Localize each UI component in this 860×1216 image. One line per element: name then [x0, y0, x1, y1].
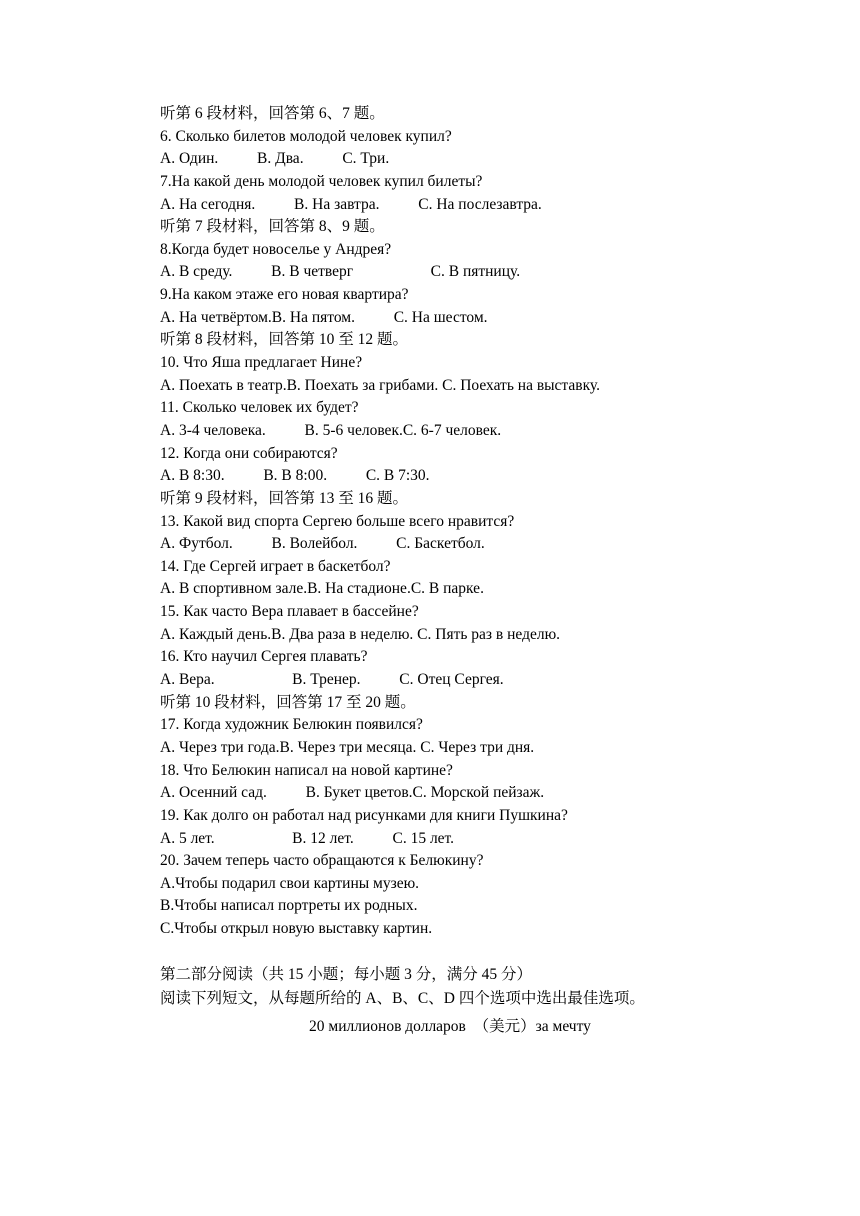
text-line: 17. Когда художник Белюкин появился? [160, 716, 423, 734]
text-line: 6. Сколько билетов молодой человек купил? [160, 127, 452, 145]
document-page [160, 103, 800, 1039]
text-line: A.Чтобы подарил свои картины музею. [160, 874, 420, 892]
text-line: 听第 10 段材料，回答第 17 至 20 题。 [160, 693, 416, 711]
text-line: A. 5 лет. B. 12 лет. C. 15 лет. [160, 829, 455, 847]
text-line: 7.На какой день молодой человек купил билеты? [160, 172, 483, 190]
text-line: A. В 8:30. B. В 8:00. C. В 7:30. [160, 467, 430, 485]
text-line: 19. Как долго он работал над рисунками для книги Пушкина? [160, 806, 568, 824]
text-line: A. Осенний сад. B. Букет цветов.C. Морской пейзаж. [160, 784, 545, 802]
instruction: 阅读下列短文，从每题所给的 A、B、C、D 四个选项中选出最佳选项。 [160, 989, 645, 1007]
text-line: A. Футбол. B. Волейбол. C. Баскетбол. [160, 535, 485, 553]
text-line: 听第 6 段材料，回答第 6、7 题。 [160, 105, 385, 122]
text-line: 12. Когда они собираются? [160, 444, 338, 462]
text-line: A. 3-4 человека. B. 5-6 человек.C. 6-7 человек. [160, 421, 502, 439]
text-line: 10. Что Яша предлагает Нине? [160, 354, 363, 372]
text-line: 15. Как часто Вера плавает в бассейне? [160, 603, 419, 621]
text-line: 9.На каком этаже его новая квартира? [160, 286, 409, 304]
text-line: C.Чтобы открыл новую выставку картин. [160, 920, 433, 938]
text-line: A. Каждый день.B. Два раза в неделю. C. Пять раз в неделю. [160, 625, 561, 643]
text-line: A. Вера. B. Тренер. C. Отец Сергея. [160, 671, 504, 689]
text-line: 14. Где Сергей играет в баскетбол? [160, 557, 391, 575]
text-line: 听第 9 段材料，回答第 13 至 16 题。 [160, 489, 409, 507]
section-spacer [160, 941, 800, 963]
text-line: A. Поехать в театр.B. Поехать за грибами. C. Поехать на выставку. [160, 376, 600, 394]
text-line: 18. Что Белюкин написал на новой картине? [160, 761, 453, 779]
text-line: A. Один. B. Два. C. Три. [160, 150, 390, 168]
text-line: 听第 8 段材料，回答第 10 至 12 题。 [160, 331, 409, 349]
text-line: 听第 7 段材料，回答第 8、9 题。 [160, 218, 385, 236]
section-header: 第二部分阅读（共 15 小题；每小题 3 分，满分 45 分） [160, 965, 533, 983]
text-line: 16. Кто научил Сергея плавать? [160, 648, 368, 666]
text-line: A. В спортивном зале.B. На стадионе.C. В парке. [160, 580, 484, 598]
text-line: B.Чтобы написал портреты их родных. [160, 897, 418, 915]
text-line: 13. Какой вид спорта Сергею больше всего нравится? [160, 512, 515, 530]
text-line: 20. Зачем теперь часто обращаются к Белюкину? [160, 852, 484, 870]
text-line: A. На четвёртом.B. На пятом. C. На шестом. [160, 308, 488, 326]
text-line: 11. Сколько человек их будет? [160, 399, 359, 417]
text-line: 8.Когда будет новоселье у Андрея? [160, 240, 392, 258]
passage-title: 20 миллионов долларов （美元）за мечту [309, 1017, 591, 1035]
text-line: A. Через три года.B. Через три месяца. C. Через три дня. [160, 738, 535, 756]
text-line: A. На сегодня. B. На завтра. C. На послезавтра. [160, 195, 542, 213]
text-line: A. В среду. B. В четверг C. В пятницу. [160, 263, 521, 281]
listening-questions [160, 103, 800, 941]
